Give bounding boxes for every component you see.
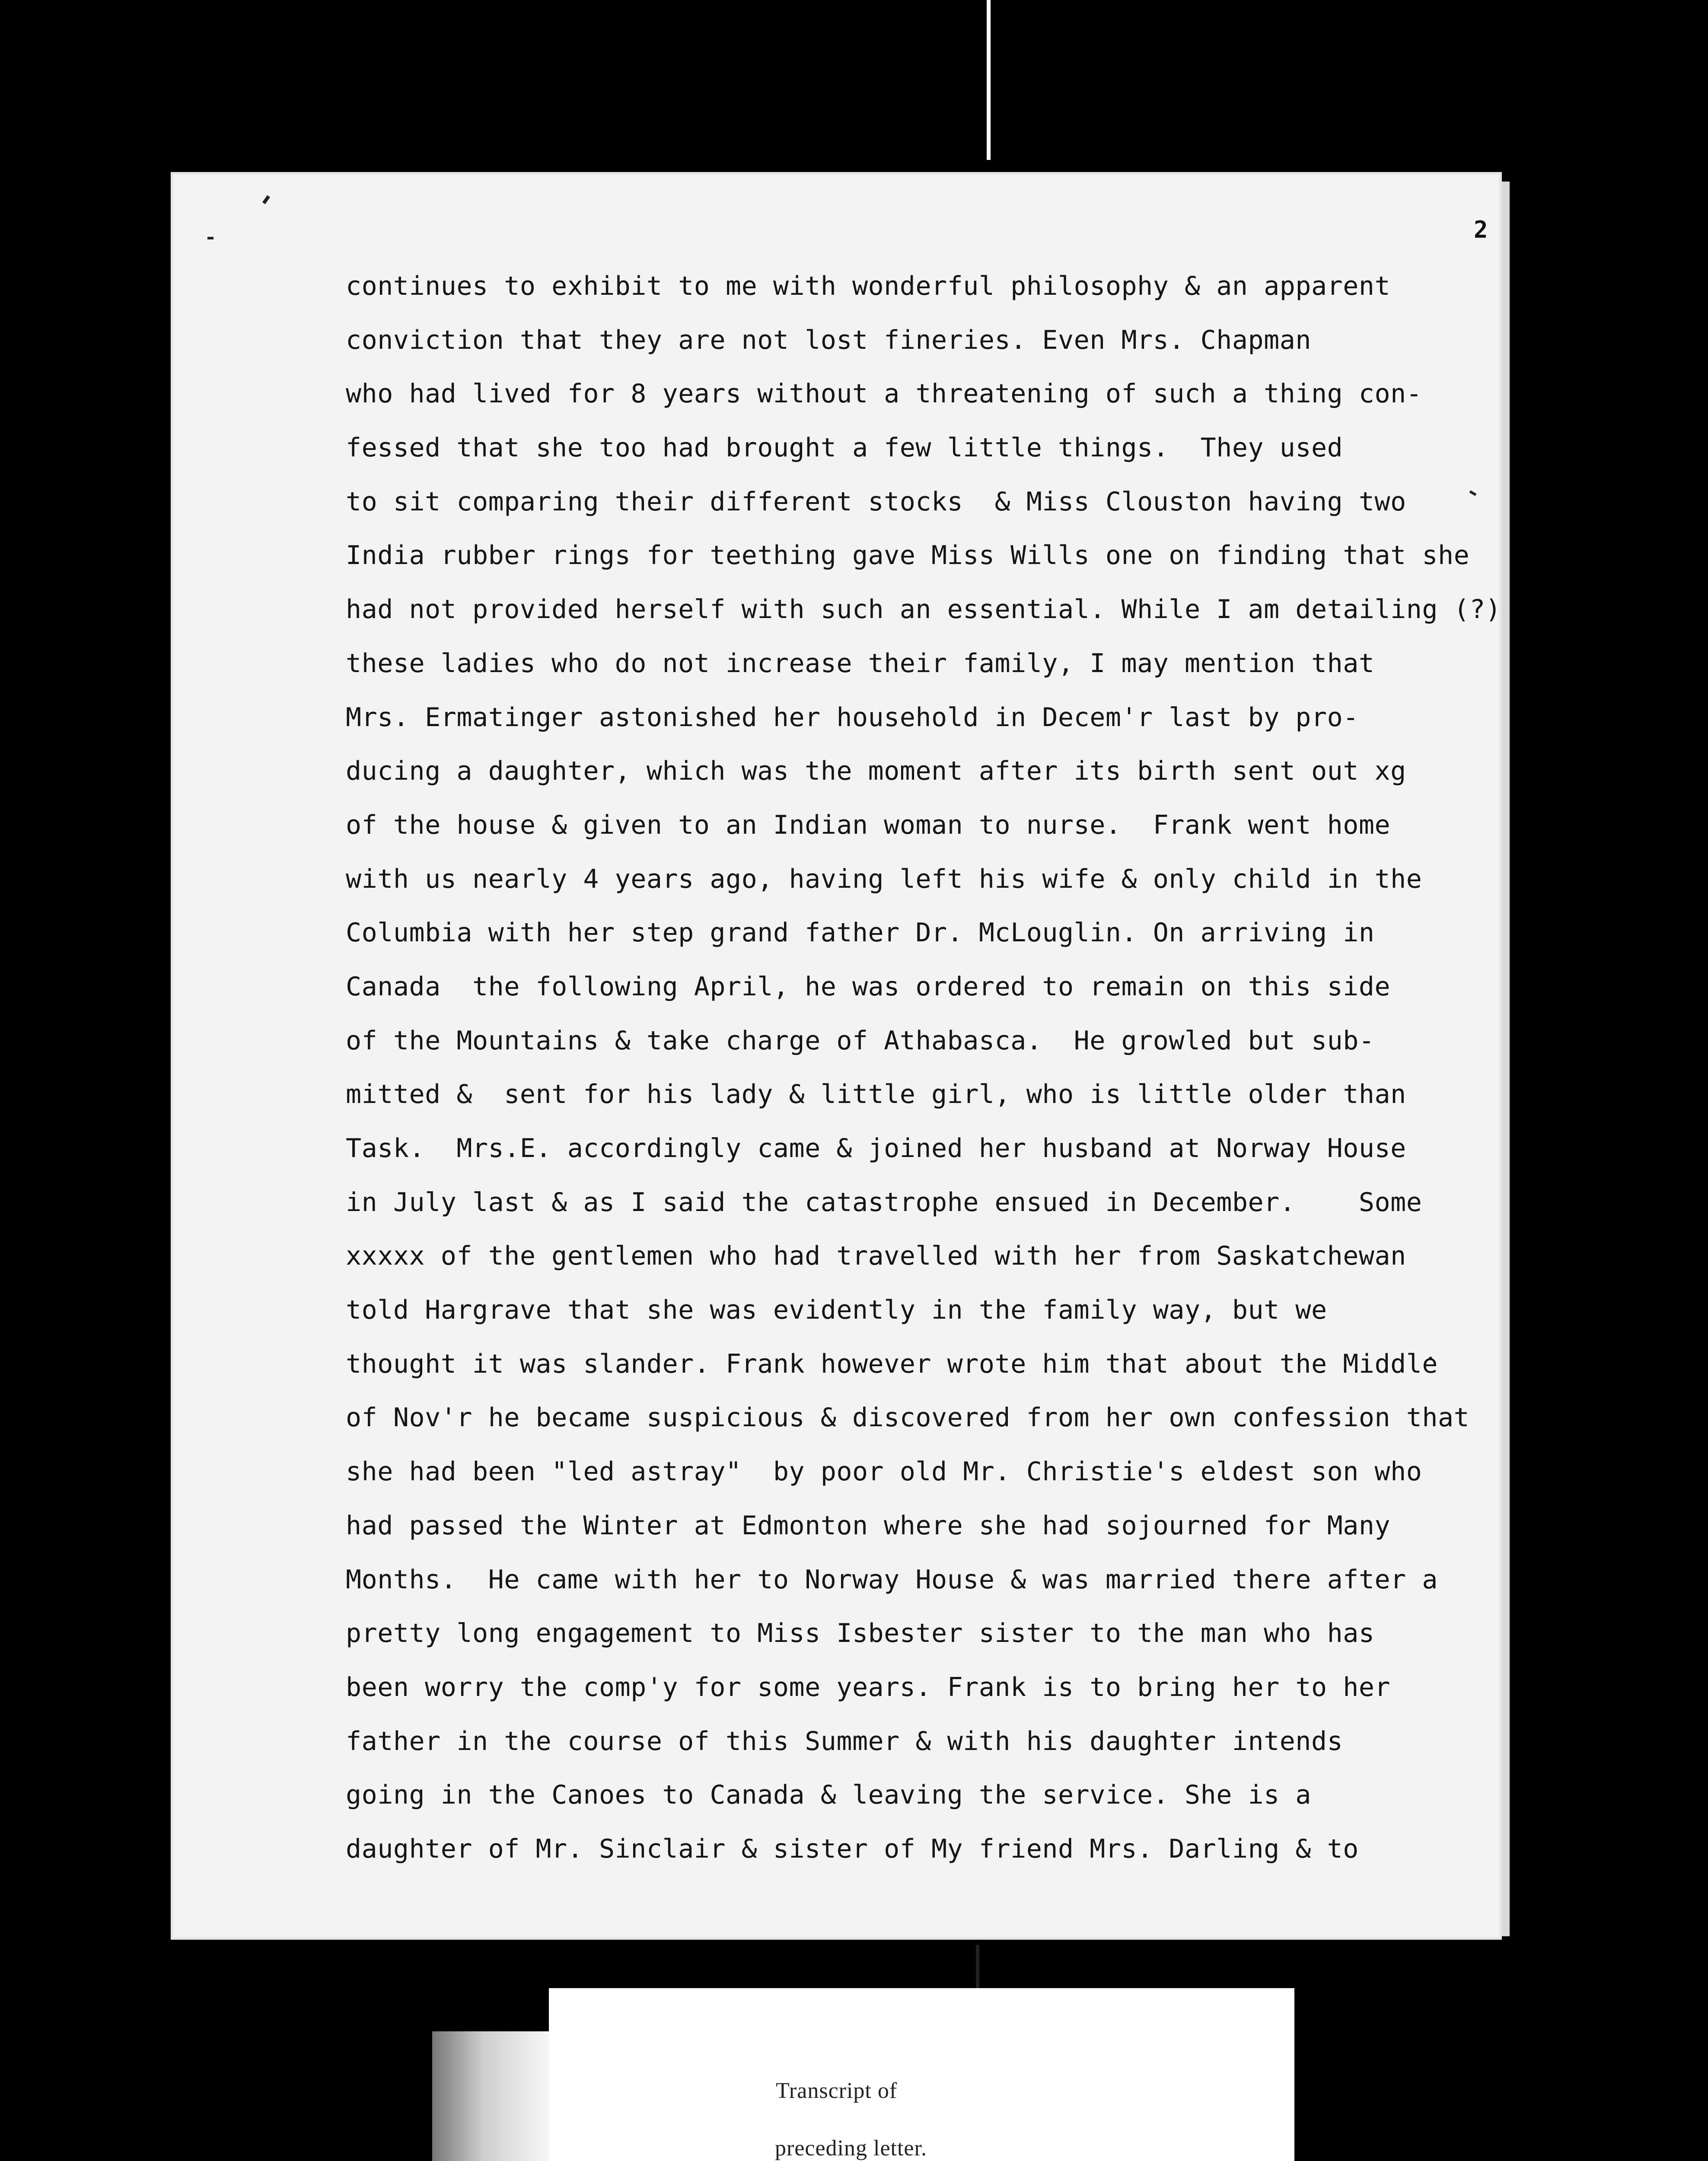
text-line: Columbia with her step grand father Dr. McLouglin. On arriving in bbox=[346, 918, 1375, 948]
text-line: daughter of Mr. Sinclair & sister of My friend Mrs. Darling & to bbox=[346, 1833, 1359, 1864]
text-line: had passed the Winter at Edmonton where she had sojourned for Many bbox=[346, 1510, 1391, 1541]
text-line: father in the course of this Summer & with his daughter intends bbox=[346, 1726, 1343, 1756]
text-line: pretty long engagement to Miss Isbester sister to the man who has bbox=[346, 1618, 1375, 1649]
text-line: with us nearly 4 years ago, having left his wife & only child in the bbox=[346, 864, 1422, 894]
text-line: of Nov'r he became suspicious & discovered from her own confession that bbox=[346, 1402, 1470, 1433]
slip-caption-line-1: Transcript of bbox=[776, 2078, 898, 2103]
text-line: Task. Mrs.E. accordingly came & joined her husband at Norway House bbox=[346, 1133, 1406, 1163]
text-line: going in the Canoes to Canada & leaving the service. She is a bbox=[346, 1780, 1312, 1810]
text-line: ducing a daughter, which was the moment after its birth sent out xg bbox=[346, 756, 1406, 787]
film-border-top bbox=[0, 0, 1708, 173]
text-line: conviction that they are not lost fineries. Even Mrs. Chapman bbox=[346, 325, 1312, 355]
page-edge-shadow bbox=[1502, 182, 1510, 1936]
text-line: in July last & as I said the catastrophe ensued in December. Some bbox=[346, 1187, 1422, 1218]
stray-mark bbox=[207, 237, 214, 239]
text-line: told Hargrave that she was evidently in the family way, but we bbox=[346, 1295, 1327, 1326]
text-line: mitted & sent for his lady & little girl, who is little older than bbox=[346, 1079, 1406, 1110]
text-line: been worry the comp'y for some years. Frank is to bring her to her bbox=[346, 1672, 1391, 1702]
text-line: thought it was slander. Frank however wrote him that about the Middle bbox=[346, 1348, 1438, 1379]
text-line: India rubber rings for teething gave Miss Wills one on finding that she bbox=[346, 540, 1470, 571]
letter-transcript bbox=[346, 259, 1501, 1876]
text-line: Mrs. Ermatinger astonished her household in Decem'r last by pro- bbox=[346, 702, 1359, 733]
text-line: fessed that she too had brought a few little things. They used bbox=[346, 433, 1343, 463]
text-line: xxxxx of the gentlemen who had travelled with her from Saskatchewan bbox=[346, 1241, 1406, 1272]
text-line: Months. He came with her to Norway House & was married there after a bbox=[346, 1564, 1438, 1595]
text-line: of the Mountains & take charge of Athabasca. He growled but sub- bbox=[346, 1025, 1375, 1056]
text-line: Canada the following April, he was ordered to remain on this side bbox=[346, 971, 1391, 1002]
text-line: to sit comparing their different stocks & Miss Clouston having two bbox=[346, 486, 1406, 517]
page-number: 2 bbox=[1474, 216, 1488, 243]
text-line: she had been "led astray" by poor old Mr. Christie's eldest son who bbox=[346, 1457, 1422, 1487]
transcript-slip bbox=[549, 1988, 1294, 2161]
slip-shadow bbox=[432, 2031, 562, 2161]
text-line: had not provided herself with such an essential. While I am detailing (?) bbox=[346, 594, 1501, 625]
text-line: of the house & given to an Indian woman to nurse. Frank went home bbox=[346, 810, 1391, 840]
text-line: these ladies who do not increase their family, I may mention that bbox=[346, 648, 1375, 679]
film-cut-line bbox=[987, 0, 991, 160]
text-line: continues to exhibit to me with wonderful philosophy & an apparent bbox=[346, 271, 1391, 301]
slip-caption-line-2: preceding letter. bbox=[775, 2136, 927, 2161]
text-line: who had lived for 8 years without a threatening of such a thing con- bbox=[346, 379, 1422, 409]
